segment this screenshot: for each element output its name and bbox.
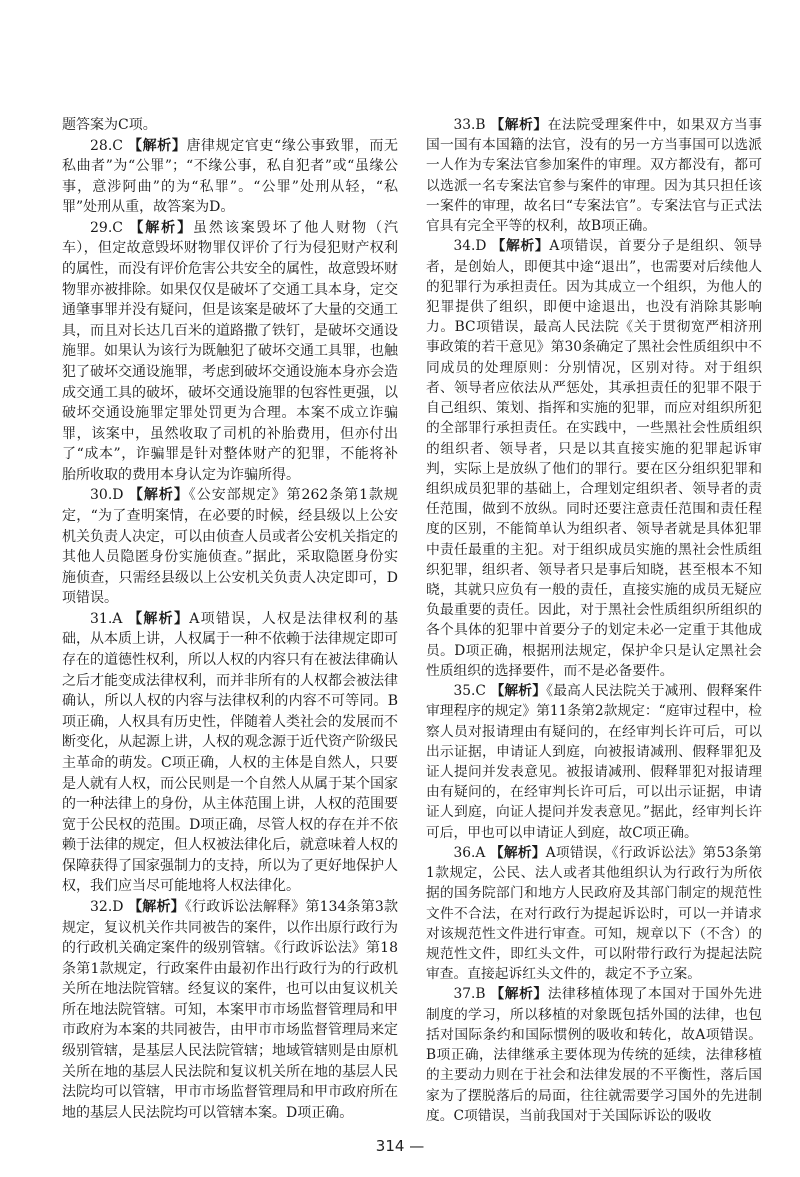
analysis-label: 【解析】 [128, 487, 189, 504]
answer-number: 34.D [453, 238, 492, 255]
analysis-label: 【解析】 [128, 898, 185, 915]
analysis-label: 【解析】 [128, 610, 190, 627]
answer-text: 《行政诉讼法解释》第134条第3款规定，复议机关作共同被告的案件，以作出原行政行为的行政机关确定案件的级别管辖。《行政诉讼法》第18条第1款规定，行政案件由最初作出行政行为的行政机关所在地法院管辖。经复议的案件，也可以由复议机关所在地法院管辖。可知，本案甲市市场监督管理局和甲市政府为本案的共同被告，由甲市市场监督管理局来定级别管辖，是基层人民法院管辖；地域管辖则是由原机关所在地的基层人民法院和复议机关所在地的基层人民法院均可以管辖，甲市市场监督管理局和甲市政府所在地的基层人民法院均可以管辖本案。D项正确。 [62, 898, 398, 1121]
analysis-label: 【解析】 [489, 844, 546, 861]
answer-number: 30.D [90, 487, 129, 504]
analysis-label: 【解析】 [491, 238, 550, 255]
answer-text: 法律移植体现了本国对于国外先进制度的学习，所以移植的对象既包括外国的法律，也包括对国际条约和国际惯例的吸收和转化，故A项错误。B项正确，法律继承主要体现为传统的延续，法律移植的主要动力则在于社会和法律发展的不平衡性，落后国家为了摆脱落后的局面，往往就需要学习国外的先进制度。C项错误，当前我国对于关国际诉讼的吸收 [426, 986, 762, 1124]
answer-text: 《最高人民法院关于减刑、假释案件审理程序的规定》第11条第2款规定：“庭审过程中，检察人员对报请理由有疑问的，在经审判长许可后，可以出示证据，申请证人到庭，向被报请减刑、假释罪犯及证人提问并发表意见。被报请减刑、假释罪犯对报请理由有疑问的，在经审判长许可后，可以出示证据，申请证人到庭，向证人提问并发表意见。”据此，经审判长许可后，甲也可以申请证人到庭，故C项正确。 [426, 683, 762, 841]
answer-paragraph [426, 843, 762, 985]
answer-paragraph [62, 115, 398, 136]
answer-paragraph [62, 485, 398, 608]
left-text-column [62, 115, 398, 1123]
answer-paragraph [426, 115, 762, 236]
analysis-label: 【解析】 [490, 986, 548, 1003]
answer-paragraph [62, 218, 398, 486]
answer-number: 32.D [90, 898, 129, 915]
answer-number: 28.C [90, 137, 129, 154]
analysis-label: 【解析】 [490, 683, 547, 700]
answer-paragraph [62, 136, 398, 218]
answer-text: 在法院受理案件中，如果双方当事国一国有本国籍的法官，没有的另一方当事国可以选派一人作为专案法官参加案件的审理。双方都没有，都可以选派一名专案法官参与案件的审理。因为其只担任该一案件的审理，故名曰“专案法官”。专案法官与正式法官具有完全平等的权利，故B项正确。 [426, 117, 762, 235]
answer-text: 题答案为C项。 [62, 117, 157, 133]
right-text-column [426, 115, 762, 1126]
answer-text: A项错误，人权是法律权利的基础，从本质上讲，人权属于一种不依赖于法律规定即可存在的道德性权利，所以人权的内容只有在被法律确认之后才能变成法律权利，而并非所有的人权都会被法律确认，所以人权的内容与法律权利的内容不可等同。B项正确，人权具有历史性，伴随着人类社会的发展而不断变化，从起源上讲，人权的观念源于近代资产阶级民主革命的萌发。C项正确，人权的主体是自然人，只要是人就有人权，而公民则是一个自然人从属于某个国家的一种法律上的身份，从主体范围上讲，人权的范围要宽于公民权的范围。D项正确，尽管人权的存在并不依赖于法律的规定，但人权被法律化后，就意味着人权的保障获得了国家强制力的支持，所以为了更好地保护人权，我们应当尽可能地将人权法律化。 [62, 610, 398, 895]
answer-number: 31.A [90, 610, 129, 627]
answer-number: 35.C [453, 683, 491, 700]
analysis-label: 【解析】 [129, 219, 194, 236]
answer-paragraph [426, 236, 762, 681]
answer-paragraph [426, 984, 762, 1126]
answer-number: 37.B [453, 986, 491, 1003]
analysis-label: 【解析】 [128, 137, 187, 154]
page-number: 314 — [375, 1137, 425, 1155]
answer-text: A项错误，首要分子是组织、领导者，是创始人，即便其中途“退出”，也需要对后续他人的犯罪行为承担责任。因为其成立一个组织，为他人的犯罪提供了组织，即便中途退出，也没有消除其影响力。BC项错误，最高人民法院《关于贯彻宽严相济刑事政策的若干意见》第30条确定了黑社会性质组织中不同成员的处理原则：分别情况，区别对待。对于组织者、领导者应依法从严惩处，其承担责任的犯罪不限于自己组织、策划、指挥和实施的犯罪，而应对组织所犯的全部罪行承担责任。在实践中，一些黑社会性质组织的组织者、领导者，只是以其直接实施的犯罪起诉审判，实际上是放纵了他们的罪行。要在区分组织犯罪和组织成员犯罪的基础上，合理划定组织者、领导者的责任范围，做到不放纵。同时还要注意责任范围和责任程度的区别，不能简单认为组织者、领导者就是具体犯罪中责任最重的主犯。对于组织成员实施的黑社会性质组织犯罪，组织者、领导者只是事后知晓，甚至根本不知晓，其就只应负有一般的责任，直接实施的成员无疑应负最重要的责任。因此，对于黑社会性质组织所组织的各个具体的犯罪中首要分子的划定未必一定重于其他成员。D项正确，根据刑法规定，保护伞只是认定黑社会性质组织的选择要件，而不是必备要件。 [426, 238, 762, 679]
answer-text: 唐律规定官吏“缘公事致罪，而无私曲者”为“公罪”；“不缘公事，私自犯者”或“虽缘公事，意涉阿曲”的为“私罪”。“公罪”处刑从轻，“私罪”处刑从重，故答案为D。 [62, 137, 398, 216]
answer-number: 29.C [90, 219, 130, 236]
answer-text: A项错误，《行政诉讼法》第53条第1款规定，公民、法人或者其他组织认为行政行为所依据的国务院部门和地方人民政府及其部门制定的规范性文件不合法，在对行政行为提起诉讼时，可以一并请求对该规范性文件进行审查。可知，规章以下（不含）的规范性文件，即红头文件，可以附带行政行为提起法院审查。直接起诉红头文件的，裁定不予立案。 [426, 844, 762, 983]
answer-text: 虽然该案毁坏了他人财物（汽车），但定故意毁坏财物罪仅评价了行为侵犯财产权利的属性，而没有评价危害公共安全的属性，故意毁坏财物罪亦被排除。如果仅仅是破坏了交通工具本身，定交通肇事罪并没有疑问，但是该案是破坏了大量的交通工具，而且对长达几百米的道路撒了铁钉，是破坏交通设施罪。如果认为该行为既触犯了破坏交通工具罪，也触犯了破坏交通设施罪，考虑到破坏交通设施本身亦会造成交通工具的破坏，破坏交通设施罪的包容性更强，以破坏交通设施罪定罪处罚更为合理。本案不成立诈骗罪，该案中，虽然收取了司机的补胎费用，但亦付出了“成本”，诈骗罪是针对整体财产的犯罪，不能将补胎所收取的费用本身认定为诈骗所得。 [62, 219, 399, 483]
answer-number: 36.A [453, 844, 490, 861]
answer-paragraph [62, 897, 398, 1123]
answer-text: 《公安部规定》第262条第1款规定，“为了查明案情，在必要的时候，经县级以上公安机关负责人决定，可以由侦查人员或者公安机关指定的其他人员隐匿身份实施侦查。”据此，采取隐匿身份实施侦查，只需经县级以上公安机关负责人决定即可，D项错误。 [62, 487, 398, 607]
answer-number: 33.B [453, 117, 491, 133]
answer-paragraph [62, 609, 398, 897]
answer-paragraph [426, 681, 762, 843]
analysis-label: 【解析】 [490, 117, 548, 133]
